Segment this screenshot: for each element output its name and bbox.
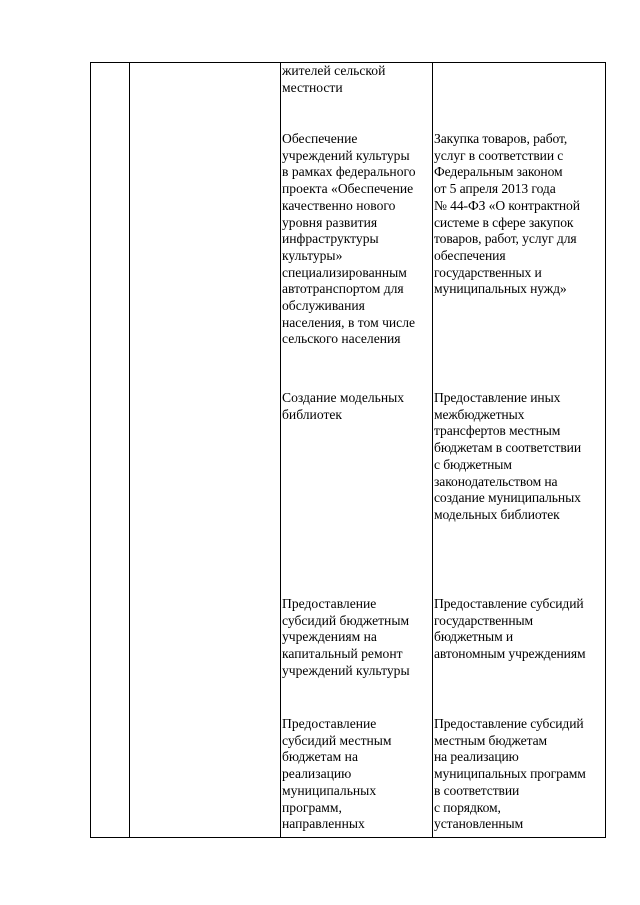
table-column-border: [90, 62, 91, 838]
measure-cell: Обеспечение учреждений культуры в рамках федерального проекта «Обеспечение качественно нового уровня развития инфраструктуры культуры» специализированным автотранспортом для обслуживания населения, в том числе сельского населения: [282, 131, 416, 347]
measure-cell: Предоставление субсидий местным бюджетам на реализацию муниципальных программ, направленных: [282, 716, 392, 832]
table-bottom-border: [90, 837, 606, 838]
mechanism-cell: Предоставление иных межбюджетных трансфертов местным бюджетам в соответствии с бюджетным законодательством на создание муниципальных модельных библиотек: [434, 390, 582, 522]
table-column-border: [432, 62, 433, 838]
table-column-border: [129, 62, 130, 838]
measure-cell: Предоставление субсидий бюджетным учреждениям на капитальный ремонт учреждений культуры: [282, 596, 410, 678]
measure-cell: Создание модельных библиотек: [282, 390, 405, 422]
mechanism-cell: Предоставление субсидий местным бюджетам на реализацию муниципальных программ в соответствии с порядком, установленным: [434, 716, 586, 832]
table-column-border: [280, 62, 281, 838]
mechanism-cell: Предоставление субсидий государственным бюджетным и автономным учреждениям: [434, 596, 586, 662]
mechanism-cell: Закупка товаров, работ, услуг в соответствии с Федеральным законом от 5 апреля 2013 года № 44-ФЗ «О контрактной системе в сфере закупок товаров, работ, услуг для обеспечения государственных и муниципальных нужд»: [434, 131, 580, 297]
measure-cell: жителей сельской местности: [282, 63, 386, 95]
